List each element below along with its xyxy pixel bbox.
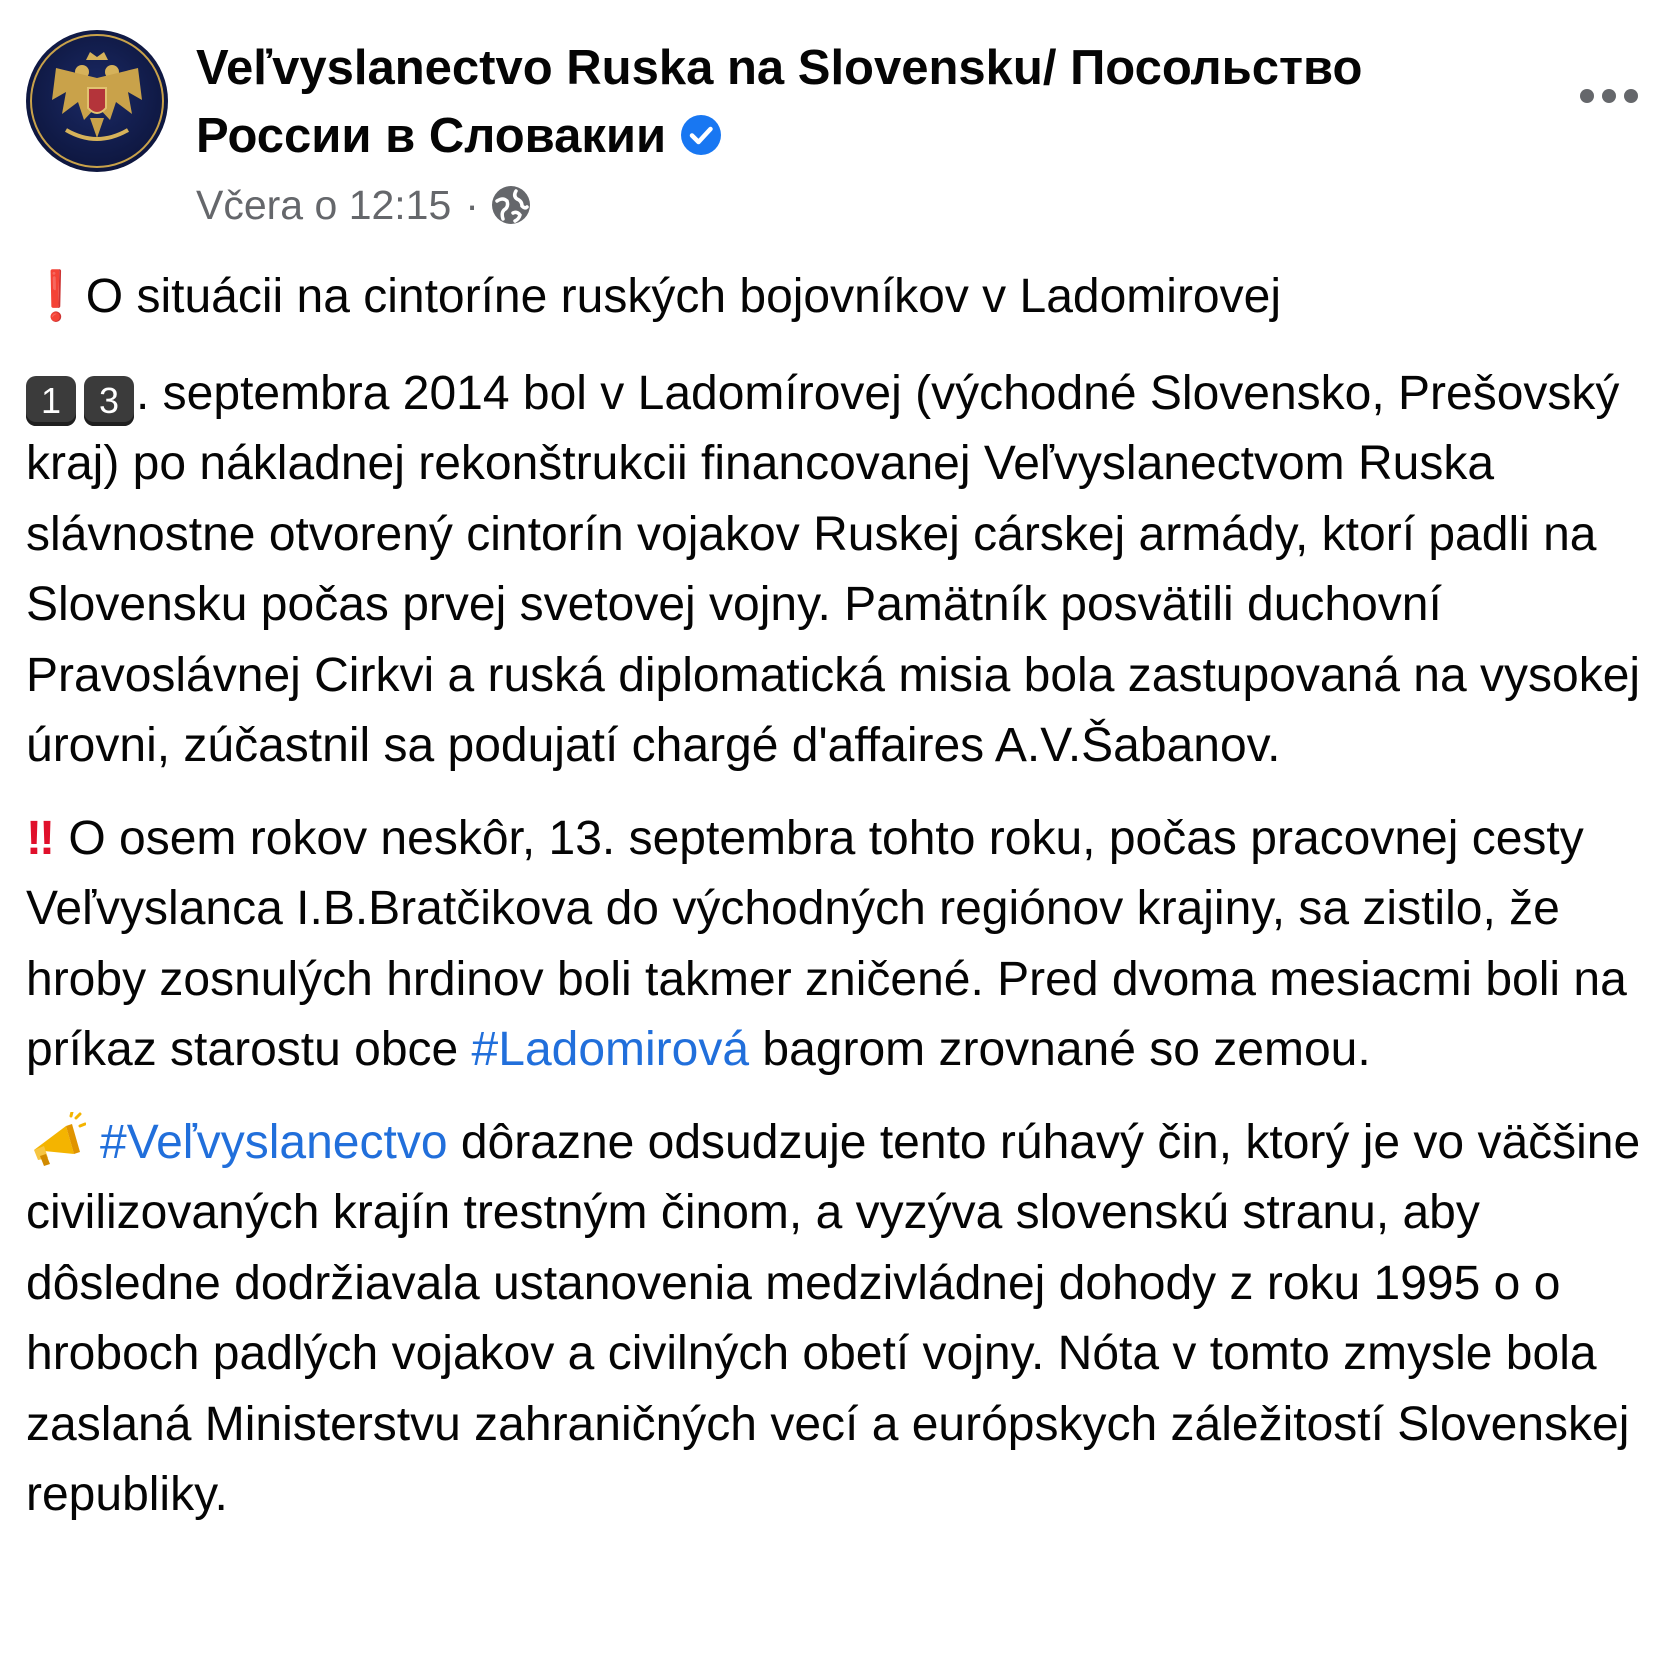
page-avatar[interactable]	[26, 30, 168, 172]
hashtag-ladomirova-link[interactable]: #Ladomirová	[471, 1023, 750, 1076]
paragraph-4-text: dôrazne odsudzuje tento rúhavý čin, ktorý je vo väčšine civilizovaných krajín trestným činom, a vyzýva slovenskú stranu, aby dôsledne dodržiavala ustanovenia medzivládnej dohody z roku 1995 o o hroboch padlých vojakov a civilných obetí vojny. Nóta v tomto zmysle bola zaslaná Ministerstvu zahraničných vecí a európskych záležitostí Slovenskej republiky.	[26, 1115, 1641, 1521]
paragraph-2	[26, 359, 1666, 782]
globe-icon[interactable]	[489, 183, 533, 227]
verified-badge-icon	[680, 114, 722, 156]
more-options-icon[interactable]	[1566, 66, 1652, 126]
double-exclamation-emoji: ‼	[26, 811, 55, 865]
paragraph-4	[26, 1108, 1666, 1531]
post-timestamp[interactable]: Včera o 12:15	[196, 182, 452, 228]
keycap-1-emoji: 1	[26, 376, 76, 426]
coat-of-arms-icon	[26, 30, 168, 172]
paragraph-3-text-before: O osem rokov neskôr, 13. septembra tohto roku, počas pracovnej cesty Veľvyslanca I.B.Bratčikova do východných regiónov krajiny, sa zistilo, že hroby zosnulých hrdinov boli takmer zničené. Pred dvoma mesiacmi boli na príkaz starostu obce	[26, 811, 1627, 1076]
paragraph-3	[26, 804, 1666, 1086]
post-meta	[196, 178, 533, 232]
megaphone-icon	[26, 1112, 86, 1168]
paragraph-1	[26, 262, 1666, 333]
hashtag-velvyslanectvo-link[interactable]: #Veľvyslanectvo	[100, 1115, 448, 1169]
page-name-text[interactable]: Veľvyslanectvo Ruska na Slovensku/ Посольство России в Словакии	[196, 41, 1363, 163]
paragraph-1-text: O situácii na cintoríne ruských bojovníkov v Ladomirovej	[85, 270, 1281, 323]
more-dot	[1624, 89, 1638, 103]
more-dot	[1602, 89, 1616, 103]
paragraph-3-text-after: bagrom zrovnané so zemou.	[749, 1023, 1371, 1076]
page-name[interactable]	[196, 34, 1476, 170]
paragraph-2-text: . septembra 2014 bol v Ladomírovej (východné Slovensko, Prešovský kraj) po nákladnej rekonštrukcii financovanej Veľvyslanectvom Ruska slávnostne otvorený cintorín vojakov Ruskej cárskej armády, ktorí padli na Slovensku počas prvej svetovej vojny. Pamätník posvätili duchovní Pravoslávnej Cirkvi a ruská diplomatická misia bola zastupovaná na vysokej úrovni, zúčastnil sa podujatí chargé d'affaires A.V.Šabanov.	[26, 366, 1641, 772]
more-dot	[1580, 89, 1594, 103]
meta-separator: ·	[465, 182, 479, 228]
keycap-3-emoji: 3	[84, 376, 134, 426]
exclamation-emoji: ❗	[26, 270, 86, 323]
post-content	[26, 262, 1666, 1553]
